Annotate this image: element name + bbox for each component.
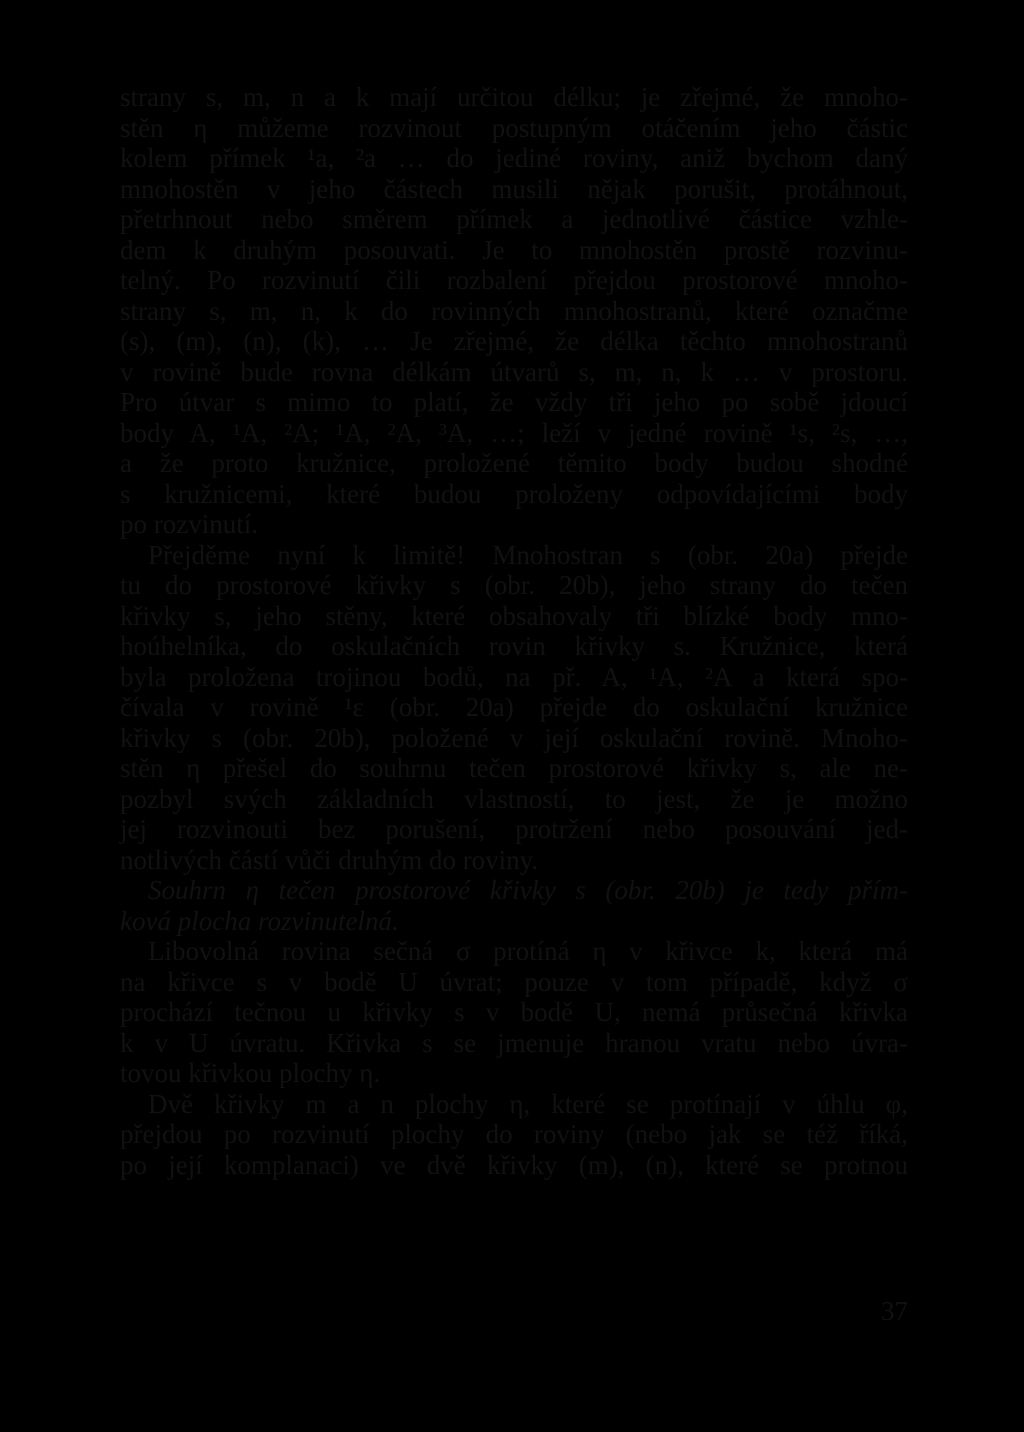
text-line: mnohostěn v jeho částech musili nějak porušit, protáhnout, [120,173,908,204]
paragraph-emphasis [120,875,908,936]
paragraph [120,936,908,1089]
text-line: dem k druhým posouvati. Je to mnohostěn prostě rozvinu- [120,234,908,265]
paragraph [120,82,908,540]
text-line: ková plocha rozvinutelná. [120,905,399,936]
text-line: stěn η přešel do souhrnu tečen prostorové křivky s, ale ne- [120,753,908,783]
text-line: po její komplanaci) ve dvě křivky (m), (n), které se protnou [120,1149,908,1180]
text-line: přetrhnout nebo směrem přímek a jednotlivé částice vzhle- [120,204,908,234]
text-line: prochází tečnou u křivky s v bodě U, nemá průsečná křivka [120,997,908,1027]
text-line: hoúhelníka, do oskulačních rovin křivky s. Kružnice, která [120,631,908,661]
text-line: Libovolná rovina sečná σ protíná η v křivce k, která má [148,936,908,966]
text-line: strany s, m, n, k do rovinných mnohostranů, které označme [120,295,908,326]
text-line: k v U úvratu. Křivka s se jmenuje hranou vratu nebo úvra- [120,1027,908,1058]
text-line: křivky s (obr. 20b), položené v její oskulační rovině. Mnoho- [120,722,908,753]
text-line: přejdou po rozvinutí plochy do roviny (nebo jak se též říká, [120,1119,908,1149]
text-line: Pro útvar s mimo to platí, že vždy tři jeho po sobě jdoucí [120,387,908,417]
text-line: tovou křivkou plochy η. [120,1058,381,1088]
page-number: 37 [881,1296,908,1326]
text-line: strany s, m, n a k mají určitou délku; je zřejmé, že mnoho- [120,82,908,112]
text-line: jej rozvinouti bez porušení, protržení nebo posouvání jed- [120,814,908,844]
text-line: tu do prostorové křivky s (obr. 20b), jeho strany do tečen [120,570,908,600]
text-line: čívala v rovině ¹ε (obr. 20a) přejde do oskulační kružnice [120,692,908,722]
text-line: Dvě křivky m a n plochy η, které se protínají v úhlu φ, [148,1088,908,1119]
paragraph [120,1089,908,1181]
text-line: byla proložena trojinou bodů, na př. A, ¹A, ²A a která spo- [120,661,908,692]
text-line: body A, ¹A, ²A; ¹A, ²A, ³A, …; leží v jedné rovině ¹s, ²s, …, [120,417,908,448]
text-line: Souhrn η tečen prostorové křivky s (obr. 20b) je tedy přím- [148,875,908,905]
text-line: (s), (m), (n), (k), … Je zřejmé, že délka těchto mnohostranů [120,326,908,356]
page-text [120,82,908,1180]
text-line: kolem přímek ¹a, ²a … do jediné roviny, aniž bychom daný [120,143,908,173]
text-line: telný. Po rozvinutí čili rozbalení přejdou prostorové mnoho- [120,265,908,295]
text-line: v rovině bude rovna délkám útvarů s, m, n, k … v prostoru. [120,356,908,387]
text-line: a že proto kružnice, proložené těmito body budou shodné [120,448,908,478]
text-line: stěn η můžeme rozvinout postupným otáčením jeho částic [120,112,908,143]
text-line: pozbyl svých základních vlastností, to jest, že je možno [120,783,908,814]
text-line: na křivce s v bodě U úvrat; pouze v tom případě, když σ [120,966,908,997]
paragraph [120,540,908,876]
text-line: notlivých částí vůči druhým do roviny. [120,844,539,875]
text-line: po rozvinutí. [120,509,258,539]
text-line: křivky s, jeho stěny, které obsahovaly tři blízké body mno- [120,600,908,631]
text-line: s kružnicemi, které budou proloženy odpovídajícími body [120,478,908,509]
text-line: Přejděme nyní k limitě! Mnohostran s (obr. 20a) přejde [148,539,908,570]
